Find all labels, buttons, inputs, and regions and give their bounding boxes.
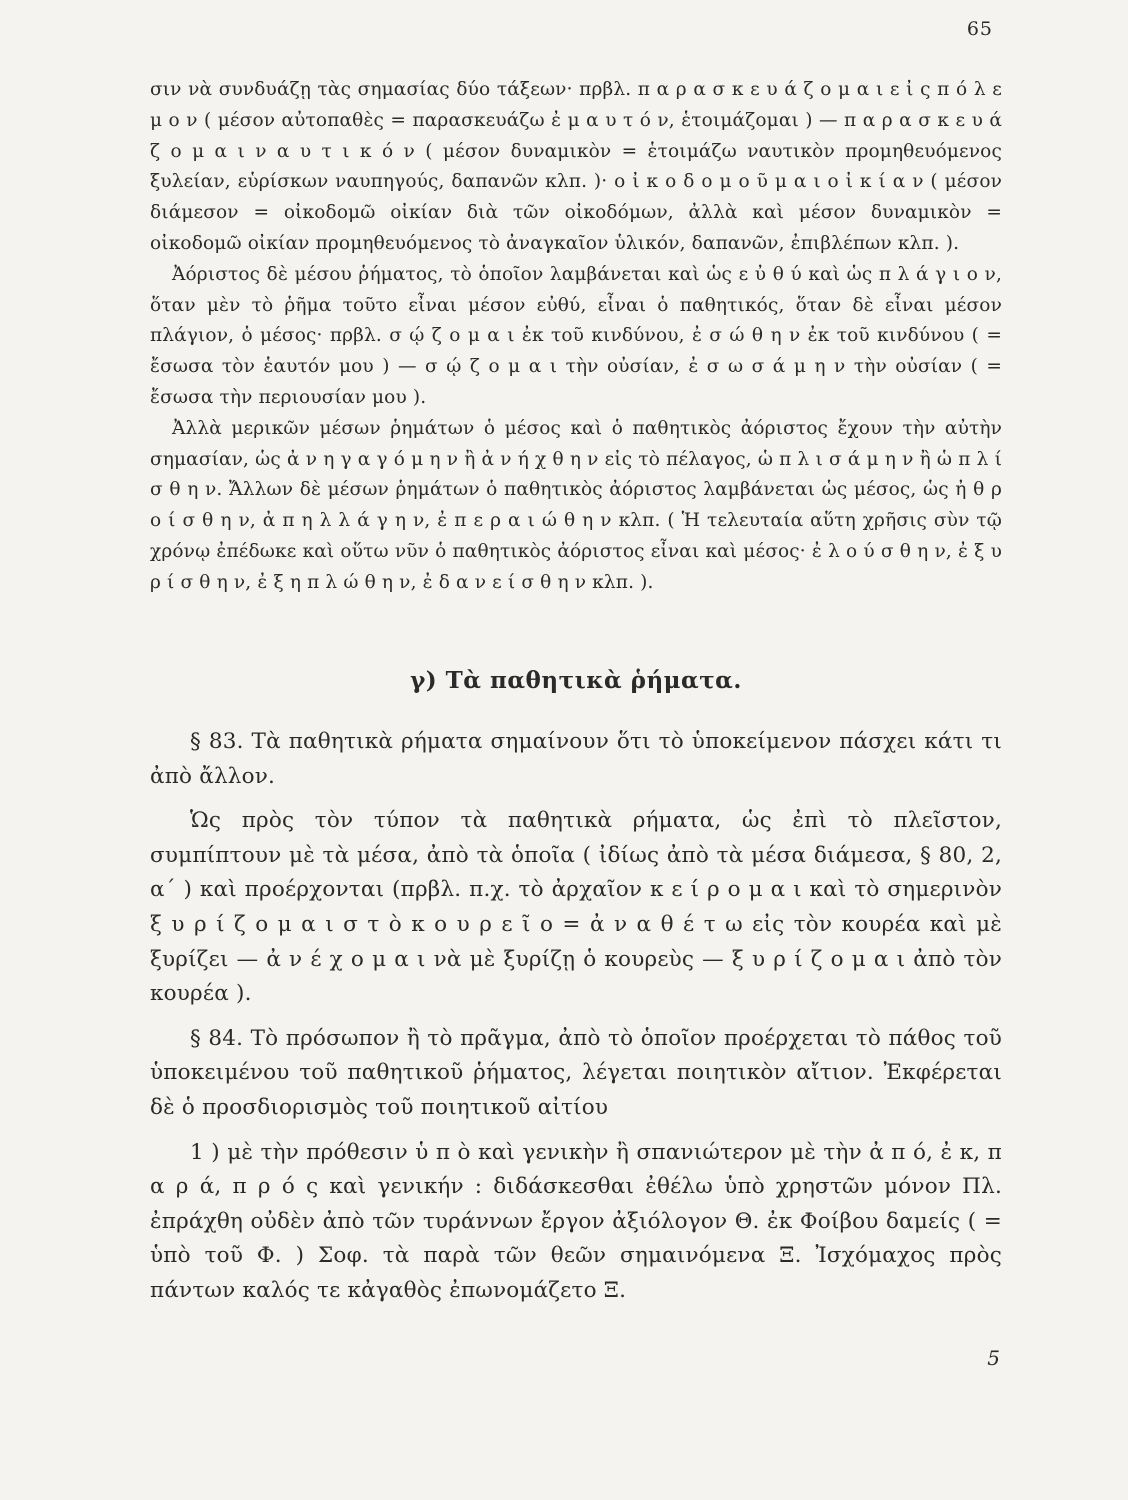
paragraph-section-84: § 84. Τὸ πρόσωπον ἢ τὸ πρᾶγμα, ἀπὸ τὸ ὁποῖον προέρχεται τὸ πάθος τοῦ ὑποκειμένου τοῦ παθητικοῦ ῥήματος, λέγεται ποιητικὸν αἴτιον. Ἐκφέρεται δὲ ὁ προσδιορισμὸς τοῦ ποιητικοῦ αἰτίου (150, 1025, 1002, 1120)
main-print-section (150, 725, 1002, 1309)
paragraph-passive-form: Ὡς πρὸς τὸν τύπον τὰ παθητικὰ ρήματα, ὡς ἐπὶ τὸ πλεῖστον, συμπίπτουν μὲ τὰ μέσα, ἀπὸ τὰ ὁποῖα ( ἰδίως ἀπὸ τὰ μέσα διάμεσα, § 80, 2, α΄ ) καὶ προέρχονται (πρβλ. π.χ. τὸ ἀρχαῖον κ ε ί ρ ο μ α ι καὶ τὸ σημερινὸν ξ υ ρ ί ζ ο μ α ι σ τ ὸ κ ο υ ρ ε ῖ ο = ἀ ν α θ έ τ ω εἰς τὸν κουρέα καὶ μὲ ξυρίζει — ἀ ν έ χ ο μ α ι νὰ μὲ ξυρίζῃ ὁ κουρεὺς — ξ υ ρ ί ζ ο μ α ι ἀπὸ τὸν κουρέα ). (150, 808, 1002, 1007)
paragraph-aorist-middle: Ἀόριστος δὲ μέσου ῥήματος, τὸ ὁποῖον λαμβάνεται καὶ ὡς ε ὐ θ ύ καὶ ὡς π λ ά γ ι ο ν, ὅταν μὲν τὸ ῥῆμα τοῦτο εἶναι μέσον εὐθύ, εἶναι ὁ παθητικός, ὅταν δὲ εἶναι μέσον πλάγιον, ὁ μέσος· πρβλ. σ ῴ ζ ο μ α ι ἐκ τοῦ κινδύνου, ἐ σ ώ θ η ν ἐκ τοῦ κινδύνου ( = ἔσωσα τὸν ἑαυτόν μου ) — σ ῴ ζ ο μ α ι τὴν οὐσίαν, ἐ σ ω σ ά μ η ν τὴν οὐσίαν ( = ἔσωσα τὴν περιουσίαν μου ). (150, 263, 1002, 408)
paragraph-aorist-same-meaning: Ἀλλὰ μερικῶν μέσων ῥημάτων ὁ μέσος καὶ ὁ παθητικὸς ἀόριστος ἔχουν τὴν αὐτὴν σημασίαν, ὡς ἀ ν η γ α γ ό μ η ν ἢ ἀ ν ή χ θ η ν εἰς τὸ πέλαγος, ὡ π λ ι σ ά μ η ν ἢ ὡ π λ ί σ θ η ν. Ἄλλων δὲ μέσων ῥημάτων ὁ παθητικὸς ἀόριστος λαμβάνεται ὡς μέσος, ὡς ἠ θ ρ ο ί σ θ η ν, ἀ π η λ λ ά γ η ν, ἐ π ε ρ α ι ώ θ η ν κλπ. ( Ἡ τελευταία αὕτη χρῆσις σὺν τῷ χρόνῳ ἐπέδωκε καὶ οὕτω νῦν ὁ παθητικὸς ἀόριστος εἶναι καὶ μέσος· ἐ λ ο ύ σ θ η ν, ἐ ξ υ ρ ί σ θ η ν, ἐ ξ η π λ ώ θ η ν, ἐ δ α ν ε ί σ θ η ν κλπ. ). (150, 417, 1002, 593)
section-heading: γ) Τὰ παθητικὰ ῥήματα. (410, 667, 742, 694)
small-print-section (150, 75, 1002, 599)
page-number: 65 (966, 18, 993, 40)
paragraph-section-83: § 83. Τὰ παθητικὰ ρήματα σημαίνουν ὅτι τὸ ὑποκείμενον πάσχει κάτι τι ἀπὸ ἄλλον. (150, 729, 1002, 789)
paragraph-agent-preposition: 1 ) μὲ τὴν πρόθεσιν ὑ π ὸ καὶ γενικὴν ἢ σπανιώτερον μὲ τὴν ἀ π ό, ἐ κ, π α ρ ά, π ρ ό ς καὶ γενικήν : διδάσκεσθαι ἐθέλω ὑπὸ χρηστῶν μόνον Πλ. ἐπράχθη οὐδὲν ἀπὸ τῶν τυράννων ἔργον ἀξιόλογον Θ. ἐκ Φοίβου δαμείς ( = ὑπὸ τοῦ Φ. ) Σοφ. τὰ παρὰ τῶν θεῶν σημαινόμενα Ξ. Ἰσχόμαχος πρὸς πάντων καλός τε κἀγαθὸς ἐπωνομάζετο Ξ. (150, 1139, 1002, 1303)
paragraph-middle-voice-examples: σιν νὰ συνδυάζῃ τὰς σημασίας δύο τάξεων· πρβλ. π α ρ α σ κ ε υ ά ζ ο μ α ι ε ἰ ς π ό λ ε μ ο ν ( μέσον αὐτοπαθὲς = παρασκευάζω ἐ μ α υ τ ό ν, ἑτοιμάζομαι ) — π α ρ α σ κ ε υ ά ζ ο μ α ι ν α υ τ ι κ ό ν ( μέσον δυναμικὸν = ἑτοιμάζω ναυτικὸν προμηθευόμενος ξυλείαν, εὑρίσκων ναυπηγούς, δαπανῶν κλπ. )· ο ἰ κ ο δ ο μ ο ῦ μ α ι ο ἰ κ ί α ν ( μέσον διάμεσον = οἰκοδομῶ οἰκίαν διὰ τῶν οἰκοδόμων, ἀλλὰ καὶ μέσον δυναμικὸν = οἰκοδομῶ οἰκίαν προμηθευόμενος τὸ ἀναγκαῖον ὑλικόν, δαπανῶν, ἐπιβλέπων κλπ. ). (150, 79, 1002, 254)
signature-mark: 5 (987, 1346, 1000, 1370)
